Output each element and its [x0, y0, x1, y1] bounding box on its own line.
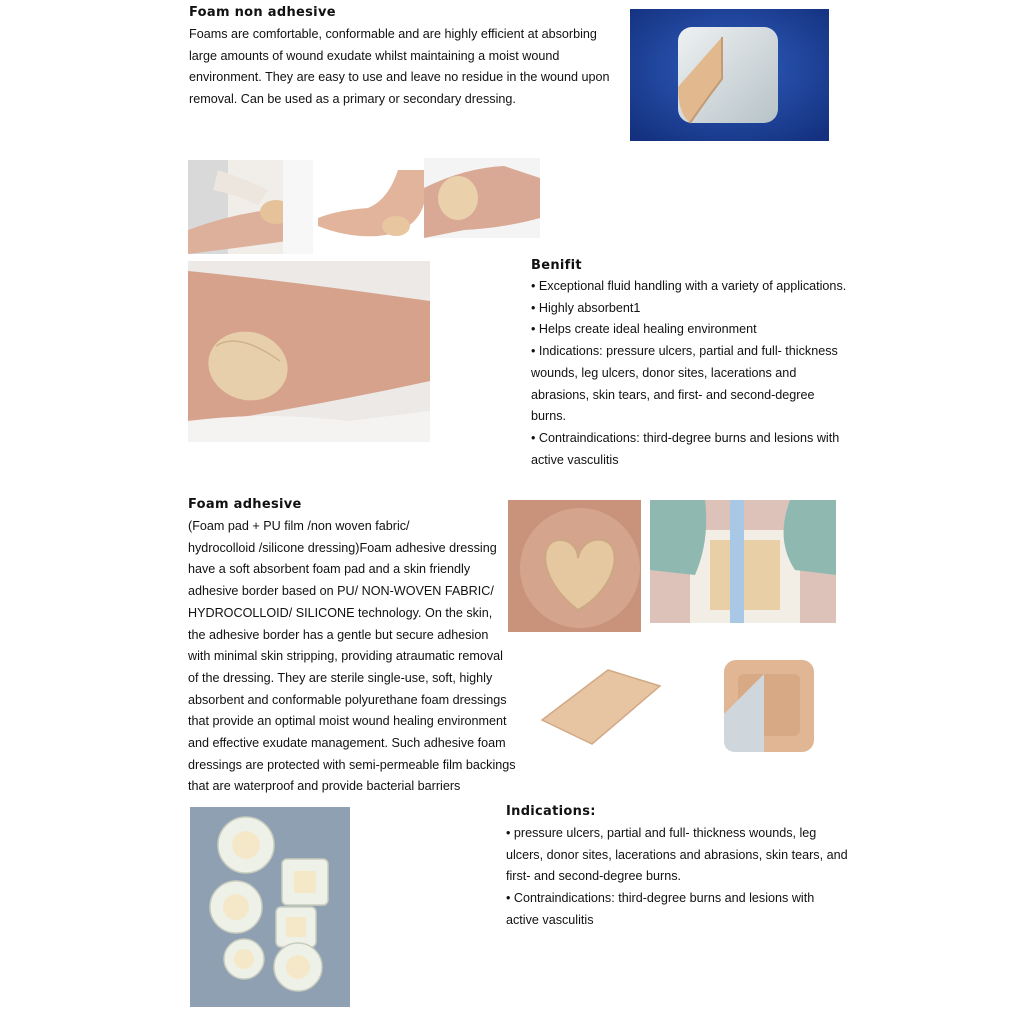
list-item: • pressure ulcers, partial and full- thickness wounds, leg ulcers, donor sites, lacerations and abrasions, skin tears, and first- and second-degree burns. [506, 826, 848, 884]
list-item: • Contraindications: third-degree burns and lesions with active vasculitis [531, 430, 840, 467]
peeled-foam-pad-photo [714, 654, 819, 758]
list-item: • Highly absorbent1 [531, 300, 641, 315]
indications-list [506, 823, 866, 932]
gloved-application-photo [650, 500, 836, 623]
foam-adhesive-title: Foam adhesive [188, 497, 302, 512]
dressing-assortment-photo [190, 807, 350, 1007]
foam-dressing-photo [630, 9, 829, 141]
foam-non-adhesive-title: Foam non adhesive [189, 5, 336, 20]
benefit-list [531, 276, 861, 471]
square-foam-pad-photo [530, 650, 665, 750]
heel-application-photo-3 [424, 158, 540, 238]
list-item: • Indications: pressure ulcers, partial and full- thickness wounds, leg ulcers, donor sites, lacerations and abrasions, skin tears, and first- and second-degree burns. [531, 344, 838, 424]
indications-title: Indications: [506, 804, 596, 819]
heart-dressing-photo [508, 500, 641, 632]
heel-application-photo-2 [318, 170, 425, 242]
list-item: • Contraindications: third-degree burns and lesions with active vasculitis [506, 891, 815, 927]
foam-adhesive-description: (Foam pad + PU film /non woven fabric/ hydrocolloid /silicone dressing)Foam adhesive dressing have a soft absorbent foam pad and a skin friendly adhesive border based on PU/ NON-WOVEN FABRIC/ HYDROCOLLOID/ SILICONE technology. On the skin, the adhesive border has a gentle but secure adhesion with minimal skin stripping, providing atraumatic removal of the dressing. They are sterile single-use, soft, highly absorbent and conformable polyurethane foam dressings that provide an optimal moist wound healing environment and effective exudate management. Such adhesive foam dressings are protected with semi-permeable film backings that are waterproof and provide bacterial barriers [188, 519, 516, 794]
heel-application-photo-1 [188, 160, 313, 254]
list-item: • Helps create ideal healing environment [531, 322, 757, 337]
leg-dressing-photo [188, 261, 430, 442]
benefit-title: Benifit [531, 258, 582, 273]
list-item: • Exceptional fluid handling with a variety of applications. [531, 279, 847, 293]
foam-non-adhesive-description: Foams are comfortable, conformable and are highly efficient at absorbing large amounts of wound exudate whilst maintaining a moist wound environment. They are easy to use and leave no residue in the wound upon removal. Can be used as a primary or secondary dressing. [189, 27, 610, 107]
